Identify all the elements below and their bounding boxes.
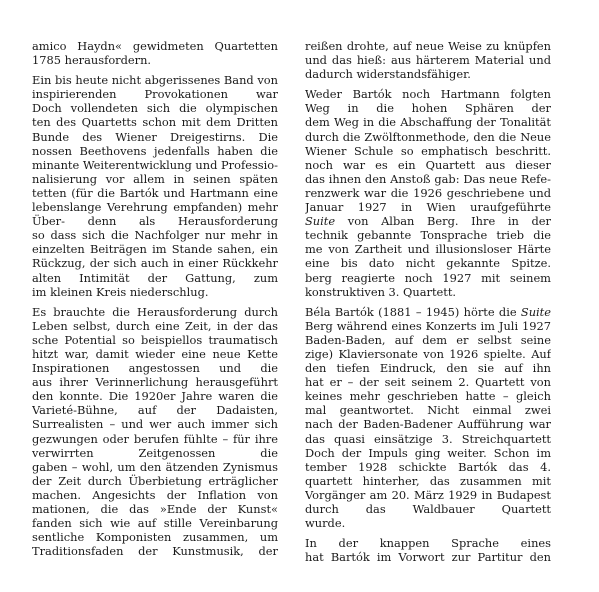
text-line: aus ihrer Verinnerlichung herausgeführt — [32, 375, 278, 390]
text-line: Weg in die hohen Sphären der — [305, 101, 551, 116]
text-line: fanden sich wie auf stille Vereinbarung — [32, 516, 278, 531]
text-line: Inspirationen angestossen und die — [32, 361, 278, 376]
text-line: dem Weg in die Abschaffung der Tonalität — [305, 115, 551, 130]
text-line: den konnte. Die 1920er Jahre waren die — [32, 389, 278, 404]
text-line: inspirierenden Provokationen war — [32, 87, 278, 102]
text-line: Suite von Alban Berg. Ihre in der — [305, 214, 551, 229]
paragraph-right-4 — [305, 536, 551, 564]
text-line: gaben – wohl, um den ätzenden Zynismus — [32, 459, 278, 474]
text-line: Über- denn als Herausforderung — [32, 214, 278, 229]
paragraph-right-3 — [305, 305, 551, 531]
text-line: verwirrten Zeitgenossen die — [32, 445, 278, 460]
text-line: Weder Bartók noch Hartmann folgten — [305, 87, 551, 102]
text-line: hat er – der seit seinem 2. Quartett von — [305, 375, 551, 390]
text-line: In der knappen Sprache eines — [305, 536, 551, 551]
text-line: Berg während eines Konzerts im Juli 1927 — [305, 318, 551, 333]
text-line: und das hieß: aus härterem Material und — [305, 53, 551, 68]
paragraph-right-2 — [305, 87, 551, 298]
text-line: Ein bis heute nicht abgerissenes Band von — [32, 73, 278, 88]
text-line: Januar 1927 in Wien uraufgeführte — [305, 200, 551, 215]
left-text-column — [32, 39, 278, 558]
text-line: technik gebannte Tonsprache trieb die — [305, 228, 551, 243]
text-line: einzelten Beiträgen im Stande sahen, ein — [32, 242, 278, 257]
text-line: Varieté-Bühne, auf der Dadaisten, — [32, 403, 278, 418]
text-line: dadurch widerstandsfähiger. — [305, 67, 471, 82]
text-line: lebenslange Verehrung empfanden) mehr — [32, 200, 278, 215]
text-line: amico Haydn« gewidmeten Quartetten — [32, 39, 278, 53]
text-line: der Zeit durch Überbietung erträglicher — [32, 473, 278, 488]
text-line: durch das Waldbauer Quartett — [305, 502, 551, 516]
text-line: durch die Zwölftonmethode, den die Neue — [305, 129, 551, 144]
text-line: wurde. — [305, 516, 346, 531]
text-line: Baden-Baden, auf dem er selbst seine — [305, 332, 551, 347]
text-line: hitzt war, damit wieder eine neue Kette — [32, 346, 278, 361]
text-line: tetten (für die Bartók und Hartmann eine — [32, 185, 278, 200]
text-line: das ihnen den Anstoß gab: Das neue Refe- — [305, 171, 551, 186]
text-line: Surrealisten – und wer auch immer sich — [32, 417, 278, 432]
text-line: Doch der Impuls ging weiter. Schon im — [305, 445, 551, 460]
text-line: alten Intimität der Gattung, zum — [32, 270, 278, 285]
text-line: gezwungen oder berufen fühlte – für ihre — [32, 431, 278, 446]
text-line: mationen, die das »Ende der Kunst« — [32, 502, 278, 516]
text-line: Leben selbst, durch eine Zeit, in der das — [32, 318, 278, 333]
text-line: machen. Angesichts der Inflation von — [32, 487, 278, 502]
text-line: tember 1928 schickte Bartók das 4. — [305, 459, 551, 474]
text-line: keines mehr geschrieben hatte – gleich — [305, 389, 551, 404]
paragraph-left-1 — [32, 39, 278, 67]
text-line: noch war es ein Quartett aus dieser — [305, 157, 551, 172]
paragraph-right-1 — [305, 39, 551, 81]
text-line: so dass sich die Nachfolger nur mehr in — [32, 228, 278, 243]
text-line: 1785 herausfordern. — [32, 53, 152, 68]
text-line: zige) Klaviersonate von 1926 spielte. Auf — [305, 346, 551, 361]
text-line: sentliche Komponisten zusammen, um — [32, 530, 278, 545]
paragraph-left-2 — [32, 73, 278, 299]
text-line: das quasi einsätzige 3. Streichquartett — [305, 431, 551, 446]
text-line: Bunde des Wiener Dreigestirns. Die — [32, 129, 278, 144]
text-line: quartett hinterher, das zusammen mit — [305, 473, 551, 488]
text-line: minante Weiterentwicklung und Professio- — [32, 157, 278, 172]
text-line: Rückzug, der sich auch in einer Rückkehr — [32, 256, 278, 271]
text-line: konstruktiven 3. Quartett. — [305, 284, 457, 299]
text-line: nalisierung vor allem in seinen späten — [32, 171, 278, 186]
text-line: den tiefen Eindruck, den sie auf ihn — [305, 361, 551, 376]
text-line: Es brauchte die Herausforderung durch — [32, 304, 278, 319]
text-line: Wiener Schule so emphatisch beschritt. — [305, 143, 551, 158]
text-line: eine bis dato nicht gekannte Spitze. — [305, 256, 551, 271]
text-line: sche Potential so beispiellos traumatisch — [32, 332, 278, 347]
text-line: Doch vollendeten sich die olympischen — [32, 101, 278, 116]
text-line: mal geantwortet. Nicht einmal zwei — [305, 403, 551, 418]
text-line: berg reagierte noch 1927 mit seinem — [305, 270, 551, 285]
text-line: Vorgänger am 20. März 1929 in Budapest — [305, 487, 551, 502]
text-line: im kleinen Kreis niederschlug. — [32, 284, 209, 299]
text-line: renzwerk war die 1926 geschriebene und — [305, 185, 551, 200]
text-line: ten des Quartetts schon mit dem Dritten — [32, 115, 278, 130]
right-text-column — [305, 39, 551, 564]
text-line: hat Bartók im Vorwort zur Partitur den — [305, 550, 551, 565]
text-line: nossen Beethovens jedenfalls haben die — [32, 143, 278, 158]
paragraph-left-3 — [32, 305, 278, 559]
text-line: nach der Baden-Badener Aufführung war — [305, 417, 551, 432]
text-line: reißen drohte, auf neue Weise zu knüpfen — [305, 39, 551, 53]
text-line: Traditionsfaden der Kunstmusik, der — [32, 544, 278, 559]
text-line: me von Zartheit und illusionsloser Härte — [305, 242, 551, 257]
text-line: Béla Bartók (1881 – 1945) hörte die Suite — [305, 304, 551, 319]
